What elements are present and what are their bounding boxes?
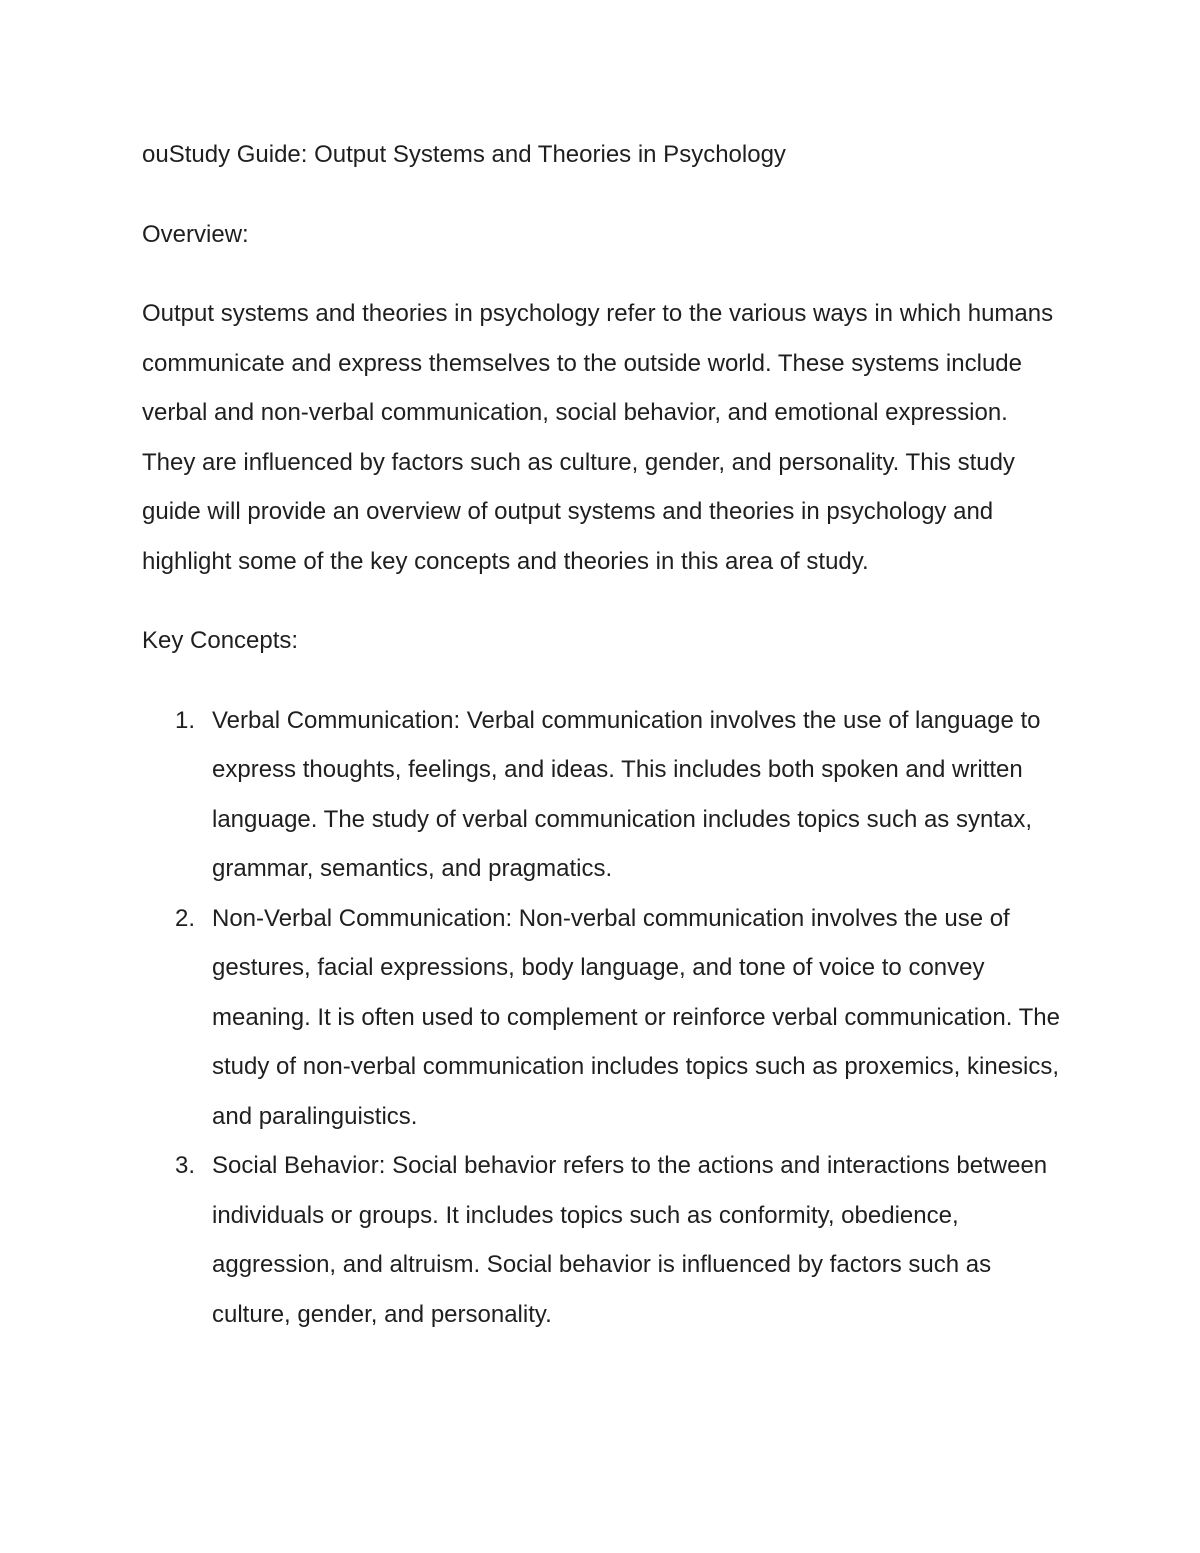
- overview-paragraph: Output systems and theories in psychology refer to the various ways in which humans communicate and express themselves to the outside world. These systems include verbal and non-verbal communication, social behavior, and emotional expression. They are influenced by factors such as culture, gender, and personality. This study guide will provide an overview of output systems and theories in psychology and highlight some of the key concepts and theories in this area of study.: [142, 300, 1054, 575]
- list-item: [142, 1141, 1062, 1339]
- list-item-number: 3.: [175, 1152, 196, 1179]
- list-item: [142, 894, 1062, 1142]
- key-concepts-list: [142, 696, 1062, 1340]
- key-concepts-heading: Key Concepts:: [142, 627, 299, 654]
- document-title: ouStudy Guide: Output Systems and Theories in Psychology: [142, 141, 786, 168]
- list-item: [142, 696, 1062, 894]
- list-item-text: Verbal Communication: Verbal communication involves the use of language to express thoughts, feelings, and ideas. This includes both spoken and written language. The study of verbal communication includes topics such as syntax, grammar, semantics, and pragmatics.: [212, 706, 1041, 882]
- list-item-number: 1.: [175, 706, 196, 734]
- list-item-text: Non-Verbal Communication: Non-verbal communication involves the use of gestures, facial expressions, body language, and tone of voice to convey meaning. It is often used to complement or reinforce verbal communication. The study of non-verbal communication includes topics such as proxemics, kinesics, and paralinguistics.: [212, 904, 1060, 1130]
- list-item-text: Social Behavior: Social behavior refers to the actions and interactions between individuals or groups. It includes topics such as conformity, obedience, aggression, and altruism. Social behavior is influenced by factors such as culture, gender, and personality.: [212, 1152, 1048, 1328]
- list-item-number: 2.: [175, 904, 196, 932]
- overview-heading: Overview:: [142, 220, 249, 248]
- document-content: [142, 130, 1062, 1339]
